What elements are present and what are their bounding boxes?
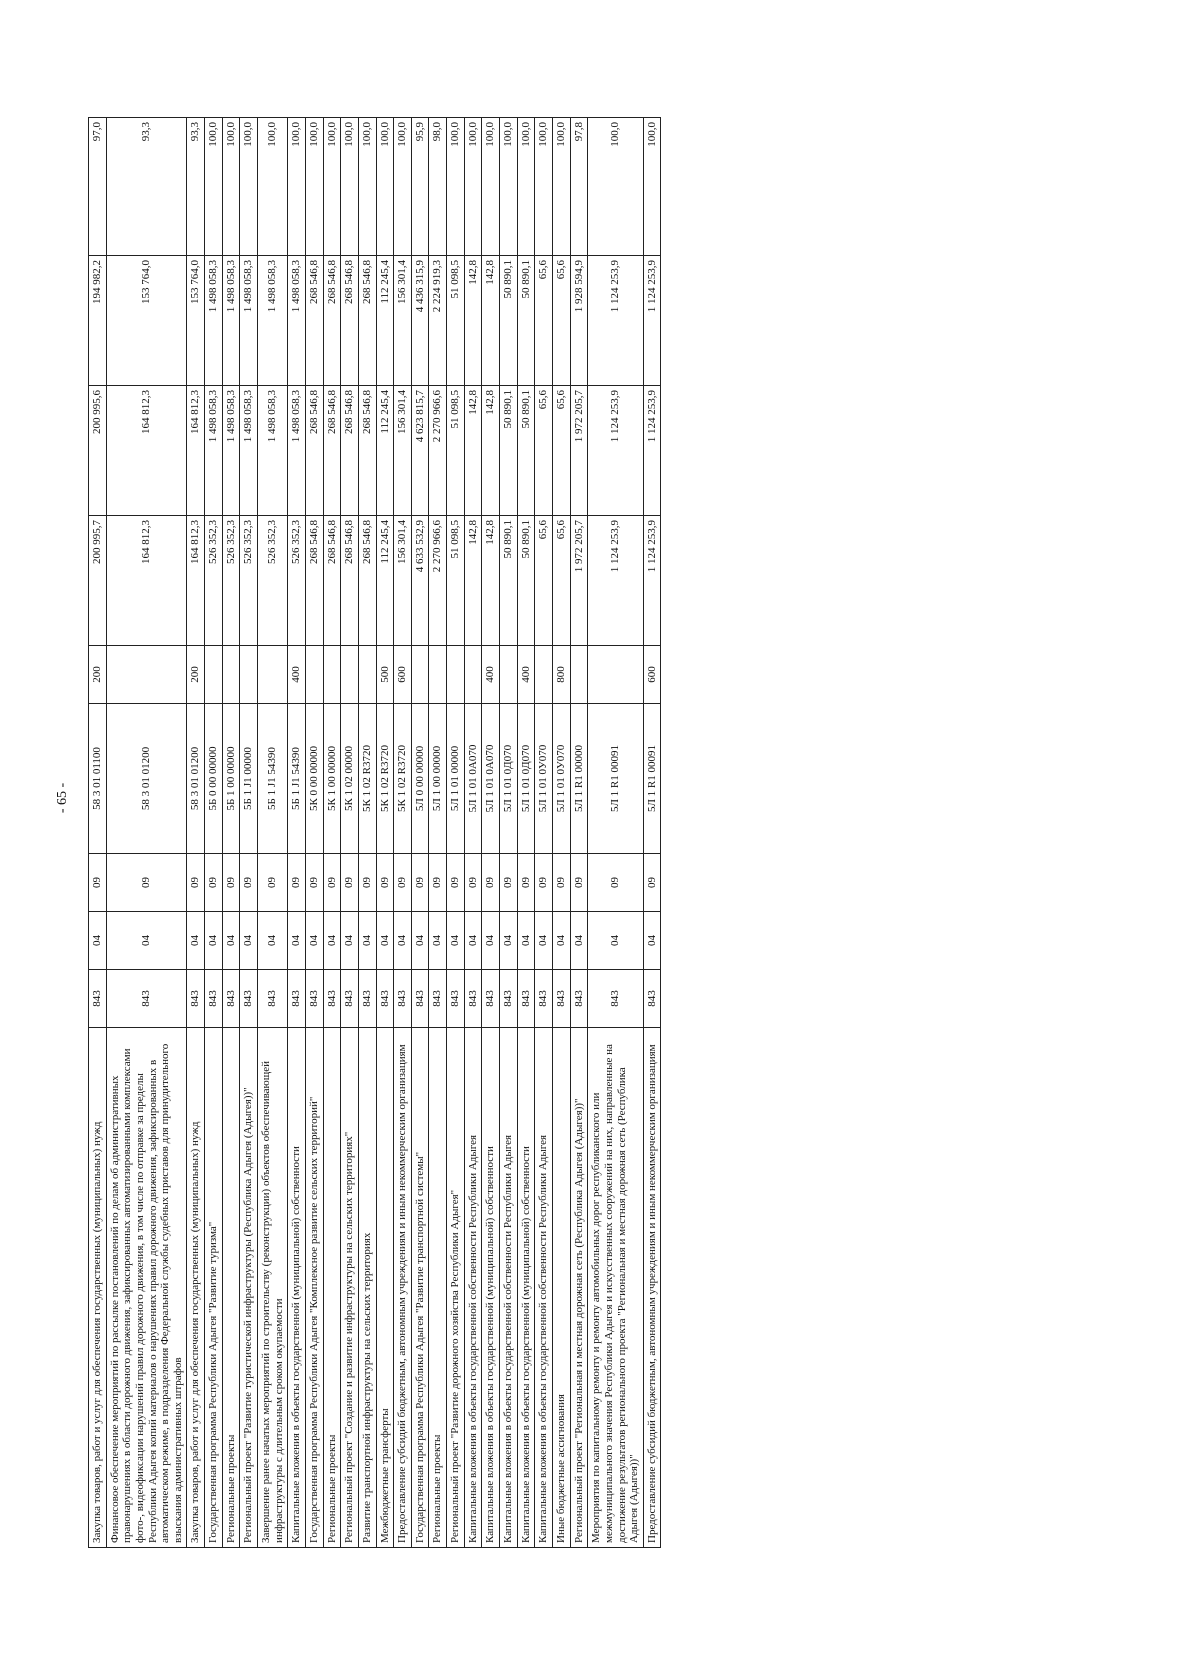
cell-ved: 843 [500,970,518,1028]
cell-executed: 1 124 253,9 [643,256,661,386]
cell-ved: 843 [394,970,412,1028]
cell-name: Государственная программа Республики Адыгея "Комплексное развитие сельских территорий" [305,1028,323,1548]
cell-pr: 09 [305,854,323,912]
cell-name: Капитальные вложения в объекты государственной (муниципальной) собственности [288,1028,306,1548]
cell-vr [205,646,223,704]
cell-ved: 843 [447,970,465,1028]
cell-ved: 843 [222,970,240,1028]
cell-refined: 65,6 [535,386,553,516]
cell-csr: 58 3 01 01100 [89,704,107,854]
cell-approved: 526 352,3 [288,516,306,646]
cell-approved: 112 245,4 [376,516,394,646]
cell-name: Завершение ранее начатых мероприятий по строительству (реконструкции) объектов обеспечивающей инфраструктуры с длительным сроком окупаемости [258,1028,288,1548]
cell-executed: 153 764,0 [187,256,205,386]
cell-refined: 268 546,8 [358,386,376,516]
cell-pr: 09 [588,854,644,912]
cell-executed: 4 436 315,9 [411,256,429,386]
cell-executed: 50 890,1 [517,256,535,386]
table-row [89,118,107,1548]
cell-ved: 843 [106,970,187,1028]
page-number: - 65 - [55,782,71,814]
cell-refined: 268 546,8 [305,386,323,516]
cell-pr: 09 [106,854,187,912]
cell-csr: 5Л 1 01 0А070 [482,704,500,854]
cell-csr: 5К 1 02 R3720 [394,704,412,854]
cell-ved: 843 [305,970,323,1028]
table-body [89,118,661,1548]
table-row [258,118,288,1548]
cell-approved: 142,8 [482,516,500,646]
cell-percent: 95,9 [411,118,429,256]
cell-percent: 100,0 [258,118,288,256]
cell-vr [570,646,588,704]
cell-ved: 843 [570,970,588,1028]
cell-approved: 200 995,7 [89,516,107,646]
cell-ved: 843 [535,970,553,1028]
cell-name: Мероприятия по капитальному ремонту и ремонту автомобильных дорог республиканского или межмуниципального значения Республики Адыгея и искусственных сооружений на них, направленные на достижение результатов регионального проекта "Региональная и местная дорожная сеть (Республика Адыгея (Адыгея))" [588,1028,644,1548]
cell-ved: 843 [205,970,223,1028]
cell-csr: 5К 1 02 R3720 [376,704,394,854]
table-row [535,118,553,1548]
cell-executed: 268 546,8 [323,256,341,386]
cell-rz: 04 [323,912,341,970]
cell-name: Государственная программа Республики Адыгея "Развитие туризма" [205,1028,223,1548]
cell-percent: 100,0 [517,118,535,256]
cell-rz: 04 [376,912,394,970]
cell-name: Региональные проекты [429,1028,447,1548]
cell-vr [500,646,518,704]
cell-name: Предоставление субсидий бюджетным, автономным учреждениям и иным некоммерческим организациям [643,1028,661,1548]
cell-percent: 93,3 [106,118,187,256]
table-row [187,118,205,1548]
cell-executed: 142,8 [482,256,500,386]
cell-pr: 09 [358,854,376,912]
cell-percent: 100,0 [305,118,323,256]
cell-refined: 1 124 253,9 [643,386,661,516]
cell-percent: 100,0 [643,118,661,256]
cell-executed: 112 245,4 [376,256,394,386]
cell-vr: 600 [394,646,412,704]
cell-refined: 142,8 [464,386,482,516]
table-row [205,118,223,1548]
cell-name: Капитальные вложения в объекты государственной (муниципальной) собственности [517,1028,535,1548]
cell-refined: 200 995,6 [89,386,107,516]
table-row [552,118,570,1548]
cell-vr [341,646,359,704]
cell-vr [106,646,187,704]
table-row [394,118,412,1548]
rotated-table-container [88,118,1028,1548]
table-row [482,118,500,1548]
cell-name: Капитальные вложения в объекты государственной собственности Республики Адыгея [500,1028,518,1548]
cell-name: Капитальные вложения в объекты государственной собственности Республики Адыгея [535,1028,553,1548]
cell-name: Закупка товаров, работ и услуг для обеспечения государственных (муниципальных) нужд [89,1028,107,1548]
cell-csr: 5К 0 00 00000 [305,704,323,854]
cell-refined: 142,8 [482,386,500,516]
cell-percent: 100,0 [376,118,394,256]
cell-vr: 500 [376,646,394,704]
cell-pr: 09 [258,854,288,912]
cell-refined: 50 890,1 [500,386,518,516]
cell-csr: 5Б 0 00 00000 [205,704,223,854]
cell-csr: 58 3 01 01200 [106,704,187,854]
cell-refined: 268 546,8 [323,386,341,516]
cell-percent: 100,0 [500,118,518,256]
cell-rz: 04 [341,912,359,970]
table-row [341,118,359,1548]
cell-pr: 09 [205,854,223,912]
cell-ved: 843 [588,970,644,1028]
cell-vr [464,646,482,704]
cell-ved: 843 [358,970,376,1028]
cell-rz: 04 [643,912,661,970]
cell-rz: 04 [482,912,500,970]
cell-pr: 09 [535,854,553,912]
cell-ved: 843 [258,970,288,1028]
cell-ved: 843 [376,970,394,1028]
cell-rz: 04 [535,912,553,970]
cell-rz: 04 [394,912,412,970]
cell-pr: 09 [447,854,465,912]
cell-rz: 04 [517,912,535,970]
cell-name: Предоставление субсидий бюджетным, автономным учреждениям и иным некоммерческим организациям [394,1028,412,1548]
cell-pr: 09 [500,854,518,912]
cell-rz: 04 [447,912,465,970]
cell-vr [535,646,553,704]
cell-ved: 843 [187,970,205,1028]
cell-rz: 04 [240,912,258,970]
cell-csr: 5Б 1 J1 54390 [288,704,306,854]
cell-approved: 1 124 253,9 [643,516,661,646]
cell-pr: 09 [429,854,447,912]
budget-table [88,117,661,1548]
cell-approved: 526 352,3 [240,516,258,646]
cell-name: Региональные проекты [323,1028,341,1548]
table-row [288,118,306,1548]
cell-percent: 100,0 [205,118,223,256]
cell-pr: 09 [187,854,205,912]
cell-refined: 1 498 058,3 [205,386,223,516]
cell-vr [358,646,376,704]
cell-name: Закупка товаров, работ и услуг для обеспечения государственных (муниципальных) нужд [187,1028,205,1548]
cell-executed: 65,6 [535,256,553,386]
cell-rz: 04 [258,912,288,970]
table-row [323,118,341,1548]
cell-executed: 156 301,4 [394,256,412,386]
cell-rz: 04 [411,912,429,970]
cell-approved: 1 124 253,9 [588,516,644,646]
cell-vr [411,646,429,704]
cell-csr: 5Л 1 01 0У070 [535,704,553,854]
cell-name: Иные бюджетные ассигнования [552,1028,570,1548]
cell-approved: 268 546,8 [341,516,359,646]
cell-name: Межбюджетные трансферты [376,1028,394,1548]
cell-csr: 58 3 01 01200 [187,704,205,854]
cell-ved: 843 [89,970,107,1028]
cell-approved: 2 270 966,6 [429,516,447,646]
cell-approved: 164 812,3 [106,516,187,646]
cell-name: Капитальные вложения в объекты государственной (муниципальной) собственности [482,1028,500,1548]
cell-percent: 100,0 [588,118,644,256]
cell-percent: 100,0 [222,118,240,256]
cell-name: Капитальные вложения в объекты государственной собственности Республики Адыгея [464,1028,482,1548]
cell-rz: 04 [106,912,187,970]
cell-csr: 5Л 1 R1 00000 [570,704,588,854]
cell-ved: 843 [411,970,429,1028]
cell-approved: 268 546,8 [358,516,376,646]
cell-executed: 153 764,0 [106,256,187,386]
cell-executed: 194 982,2 [89,256,107,386]
cell-csr: 5Л 1 01 0А070 [464,704,482,854]
cell-rz: 04 [222,912,240,970]
cell-percent: 100,0 [394,118,412,256]
cell-pr: 09 [240,854,258,912]
cell-pr: 09 [394,854,412,912]
cell-executed: 65,6 [552,256,570,386]
cell-pr: 09 [482,854,500,912]
cell-csr: 5Б 1 J1 00000 [240,704,258,854]
cell-csr: 5Л 1 R1 00091 [643,704,661,854]
cell-csr: 5Б 1 00 00000 [222,704,240,854]
cell-percent: 100,0 [482,118,500,256]
cell-vr: 400 [517,646,535,704]
cell-vr [323,646,341,704]
cell-approved: 164 812,3 [187,516,205,646]
table-row [447,118,465,1548]
cell-approved: 156 301,4 [394,516,412,646]
cell-refined: 164 812,3 [106,386,187,516]
cell-ved: 843 [240,970,258,1028]
cell-approved: 4 633 532,9 [411,516,429,646]
cell-refined: 50 890,1 [517,386,535,516]
cell-executed: 1 498 058,3 [288,256,306,386]
cell-approved: 526 352,3 [205,516,223,646]
cell-percent: 100,0 [341,118,359,256]
cell-pr: 09 [517,854,535,912]
cell-rz: 04 [187,912,205,970]
cell-refined: 65,6 [552,386,570,516]
cell-csr: 5К 1 02 00000 [341,704,359,854]
cell-csr: 5Л 1 01 0У070 [552,704,570,854]
cell-approved: 50 890,1 [517,516,535,646]
table-row [358,118,376,1548]
cell-executed: 1 498 058,3 [205,256,223,386]
cell-pr: 09 [288,854,306,912]
cell-vr: 600 [643,646,661,704]
table-row [376,118,394,1548]
cell-executed: 2 224 919,3 [429,256,447,386]
cell-rz: 04 [305,912,323,970]
cell-vr [588,646,644,704]
cell-csr: 5Л 1 01 00000 [447,704,465,854]
cell-refined: 164 812,3 [187,386,205,516]
cell-approved: 526 352,3 [258,516,288,646]
cell-rz: 04 [570,912,588,970]
cell-executed: 1 928 594,9 [570,256,588,386]
cell-ved: 843 [643,970,661,1028]
cell-approved: 268 546,8 [305,516,323,646]
cell-approved: 50 890,1 [500,516,518,646]
cell-percent: 93,3 [187,118,205,256]
cell-pr: 09 [552,854,570,912]
table-row [643,118,661,1548]
cell-vr: 200 [187,646,205,704]
cell-executed: 1 498 058,3 [240,256,258,386]
cell-approved: 51 098,5 [447,516,465,646]
cell-refined: 1 498 058,3 [258,386,288,516]
cell-vr [305,646,323,704]
cell-name: Финансовое обеспечение мероприятий по рассылке постановлений по делам об административных правонарушениях в области дорожного движения, зафиксированных автоматизированными комплексами фото-, видеофиксации нарушений правил дорожного движения, в том числе по отправке за пределы Республики Адыгея копий материалов о нарушениях правил дорожного движения, зафиксированных в автоматическом режиме, в подразделения Федеральной службы судебных приставов для принудительного взыскания административных штрафов [106,1028,187,1548]
table-row [222,118,240,1548]
cell-percent: 100,0 [288,118,306,256]
cell-approved: 65,6 [552,516,570,646]
table-row [570,118,588,1548]
cell-csr: 5Б 1 J1 54390 [258,704,288,854]
cell-rz: 04 [588,912,644,970]
cell-pr: 09 [222,854,240,912]
cell-name: Государственная программа Республики Адыгея "Развитие транспортной системы" [411,1028,429,1548]
cell-vr [222,646,240,704]
cell-refined: 1 498 058,3 [222,386,240,516]
cell-vr: 800 [552,646,570,704]
cell-refined: 1 498 058,3 [288,386,306,516]
cell-percent: 100,0 [447,118,465,256]
cell-vr [240,646,258,704]
cell-name: Региональные проекты [222,1028,240,1548]
cell-name: Региональный проект "Развитие дорожного хозяйства Республики Адыгея" [447,1028,465,1548]
cell-refined: 1 124 253,9 [588,386,644,516]
cell-rz: 04 [500,912,518,970]
cell-approved: 142,8 [464,516,482,646]
cell-refined: 2 270 966,6 [429,386,447,516]
cell-ved: 843 [482,970,500,1028]
cell-approved: 526 352,3 [222,516,240,646]
table-row [106,118,187,1548]
cell-executed: 142,8 [464,256,482,386]
cell-rz: 04 [552,912,570,970]
cell-ved: 843 [517,970,535,1028]
table-row [464,118,482,1548]
cell-name: Региональный проект "Создание и развитие инфраструктуры на сельских территориях" [341,1028,359,1548]
table-row [588,118,644,1548]
cell-percent: 97,8 [570,118,588,256]
cell-vr [258,646,288,704]
cell-vr: 200 [89,646,107,704]
cell-refined: 1 972 205,7 [570,386,588,516]
cell-executed: 268 546,8 [358,256,376,386]
table-row [305,118,323,1548]
cell-name: Развитие транспортной инфраструктуры на сельских территориях [358,1028,376,1548]
cell-refined: 1 498 058,3 [240,386,258,516]
cell-percent: 100,0 [358,118,376,256]
cell-refined: 112 245,4 [376,386,394,516]
cell-percent: 100,0 [240,118,258,256]
cell-ved: 843 [552,970,570,1028]
cell-rz: 04 [464,912,482,970]
cell-pr: 09 [643,854,661,912]
cell-rz: 04 [205,912,223,970]
cell-percent: 97,0 [89,118,107,256]
cell-refined: 156 301,4 [394,386,412,516]
cell-percent: 100,0 [323,118,341,256]
cell-percent: 100,0 [535,118,553,256]
cell-pr: 09 [411,854,429,912]
cell-executed: 268 546,8 [305,256,323,386]
cell-approved: 268 546,8 [323,516,341,646]
cell-pr: 09 [464,854,482,912]
cell-csr: 5Л 1 R1 00091 [588,704,644,854]
table-row [240,118,258,1548]
cell-executed: 51 098,5 [447,256,465,386]
cell-executed: 50 890,1 [500,256,518,386]
cell-ved: 843 [429,970,447,1028]
cell-percent: 100,0 [552,118,570,256]
cell-vr: 400 [288,646,306,704]
cell-percent: 100,0 [464,118,482,256]
cell-rz: 04 [429,912,447,970]
cell-ved: 843 [323,970,341,1028]
cell-executed: 1 498 058,3 [258,256,288,386]
cell-executed: 1 124 253,9 [588,256,644,386]
cell-refined: 268 546,8 [341,386,359,516]
cell-vr: 400 [482,646,500,704]
cell-ved: 843 [288,970,306,1028]
cell-percent: 98,0 [429,118,447,256]
cell-rz: 04 [358,912,376,970]
cell-vr [447,646,465,704]
cell-csr: 5Л 0 00 00000 [411,704,429,854]
cell-vr [429,646,447,704]
cell-pr: 09 [89,854,107,912]
cell-ved: 843 [341,970,359,1028]
table-row [500,118,518,1548]
cell-rz: 04 [89,912,107,970]
cell-refined: 4 623 815,7 [411,386,429,516]
cell-pr: 09 [570,854,588,912]
cell-csr: 5Л 1 01 0Д070 [500,704,518,854]
cell-approved: 1 972 205,7 [570,516,588,646]
cell-name: Региональный проект "Региональная и местная дорожная сеть (Республика Адыгея (Адыгея))" [570,1028,588,1548]
table-row [517,118,535,1548]
cell-executed: 268 546,8 [341,256,359,386]
cell-refined: 51 098,5 [447,386,465,516]
cell-pr: 09 [323,854,341,912]
table-row [411,118,429,1548]
cell-rz: 04 [288,912,306,970]
cell-pr: 09 [341,854,359,912]
cell-approved: 65,6 [535,516,553,646]
cell-pr: 09 [376,854,394,912]
cell-csr: 5Л 1 00 00000 [429,704,447,854]
cell-ved: 843 [464,970,482,1028]
cell-csr: 5К 1 00 00000 [323,704,341,854]
table-row [429,118,447,1548]
cell-csr: 5К 1 02 R3720 [358,704,376,854]
cell-executed: 1 498 058,3 [222,256,240,386]
cell-csr: 5Л 1 01 0Д070 [517,704,535,854]
cell-name: Региональный проект "Развитие туристической инфраструктуры (Республика Адыгея (Адыгея))" [240,1028,258,1548]
